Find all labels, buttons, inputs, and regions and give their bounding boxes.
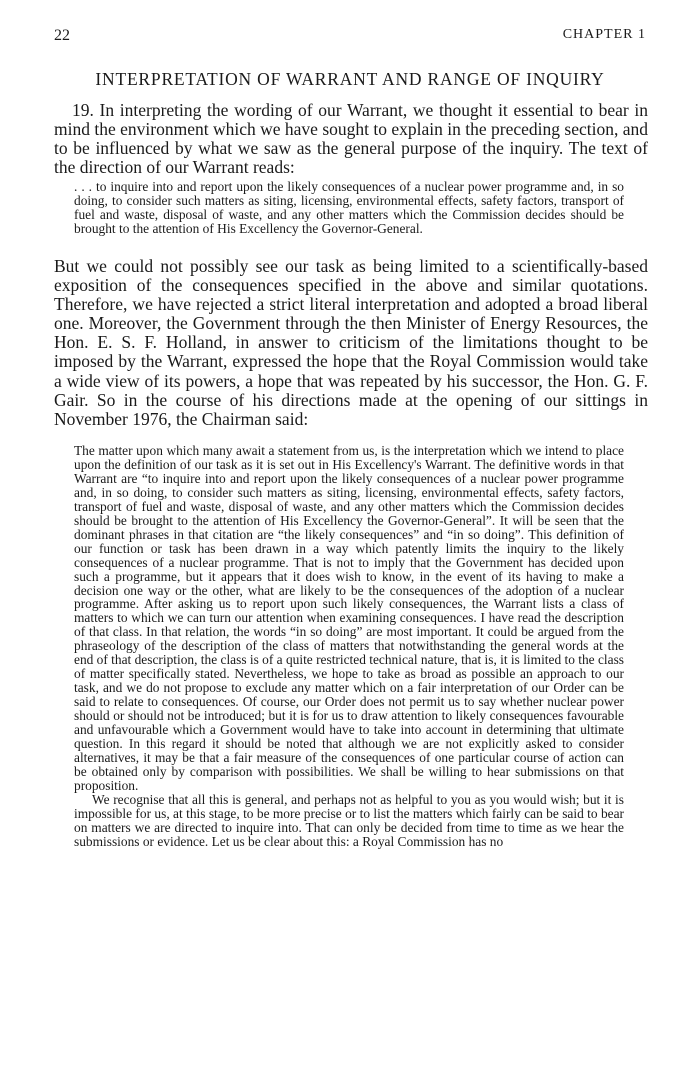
chairman-quote-part-1: The matter upon which many await a statement from us, is the interpretation which we intend to place upon the definition of our task as it is set out in His Excellency's Warrant. The definitive words in that Warrant are “to inquire into and report upon the likely consequences of a nuclear power programme and, in so doing, to consider such matters as siting, licensing, environmental effects, safety factors, transport of fuel and waste, disposal of waste, and any other matters which the Commission decides should be brought to the attention of His Excellency the Governor-General”. It will be seen that the dominant phrases in that citation are “the likely consequences” and “in so doing”. This definition of our function or task has been drawn in a way which patently limits the inquiry to the likely consequences of a nuclear programme. That is not to imply that the Government has decided upon such a programme, but it appears that it does wish to know, in the event of its having to make a decision one way or the other, what are likely to be the consequences of the adoption of a nuclear programme. After asking us to report upon such likely consequences, the Warrant lists a class of matters to which we can turn our attention when examining consequences. I have read the description of that class. In that relation, the words “in so doing” are most important. It could be argued from the phraseology of the description of the class of matters that notwithstanding the general words at the end of that description, the class is of a quite restricted technical nature, that is, it is limited to the class of matter specifically stated. Nevertheless, we hope to take as broad as possible an approach to our task, and we do not propose to exclude any matter which on a fair interpretation of our Order can be said to relate to consequences. Of course, our Order does not permit us to say whether nuclear power should or should not be introduced; but it is for us to draw attention to likely consequences favourable and unfavourable which a Government would have to take into account in determining that ultimate question. In this regard it should be noted that although we are not explicitly asked to consider alternatives, it may be that a fair measure of the consequences of one particular course of action can be obtained only by comparison with possibilities. We shall be willing to hear submissions on that proposition.	[74, 443, 624, 793]
warrant-quote: . . . to inquire into and report upon the likely consequences of a nuclear power programme and, in so doing, to consider such matters as siting, licensing, environmental effects, safety factors, transport of fuel and waste, disposal of waste, and any other matters which the Commission decides should be brought to the attention of His Excellency the Governor-General.	[74, 179, 624, 236]
chairman-quote-part-2: We recognise that all this is general, and perhaps not as helpful to you as you would wish; but it is impossible for us, at this stage, to be more precise or to list the matters which fairly can be said to bear on matters we are directed to inquire into. That can only be decided from time to time as we hear the submissions or evidence. Let us be clear about this: a Royal Commission has no	[74, 791, 624, 849]
paragraph-19: 19. In interpreting the wording of our Warrant, we thought it essential to bear in mind the environment which we have sought to explain in the preceding section, and to be influenced by what we saw as the general purpose of the inquiry. The text of the direction of our Warrant reads:	[54, 100, 648, 178]
section-title: INTERPRETATION OF WARRANT AND RANGE OF INQUIRY	[95, 69, 605, 89]
continuation-paragraph: But we could not possibly see our task as being limited to a scientifically-based exposition of the consequences specified in the above and similar quotations. Therefore, we have rejected a strict literal interpretation and adopted a broad liberal one. Moreover, the Government through the then Minister of Energy Resources, the Hon. E. S. F. Holland, in answer to criticism of the limitations thought to be imposed by the Warrant, expressed the hope that the Royal Commission would take a wide view of its powers, a hope that was repeated by his successor, the Hon. G. F. Gair. So in the course of his directions made at the opening of our sittings in November 1976, the Chairman said:	[54, 256, 648, 429]
page-number: 22	[54, 27, 70, 44]
page-header	[54, 27, 646, 49]
chairman-quote	[74, 444, 624, 849]
chapter-label: CHAPTER 1	[562, 27, 646, 42]
